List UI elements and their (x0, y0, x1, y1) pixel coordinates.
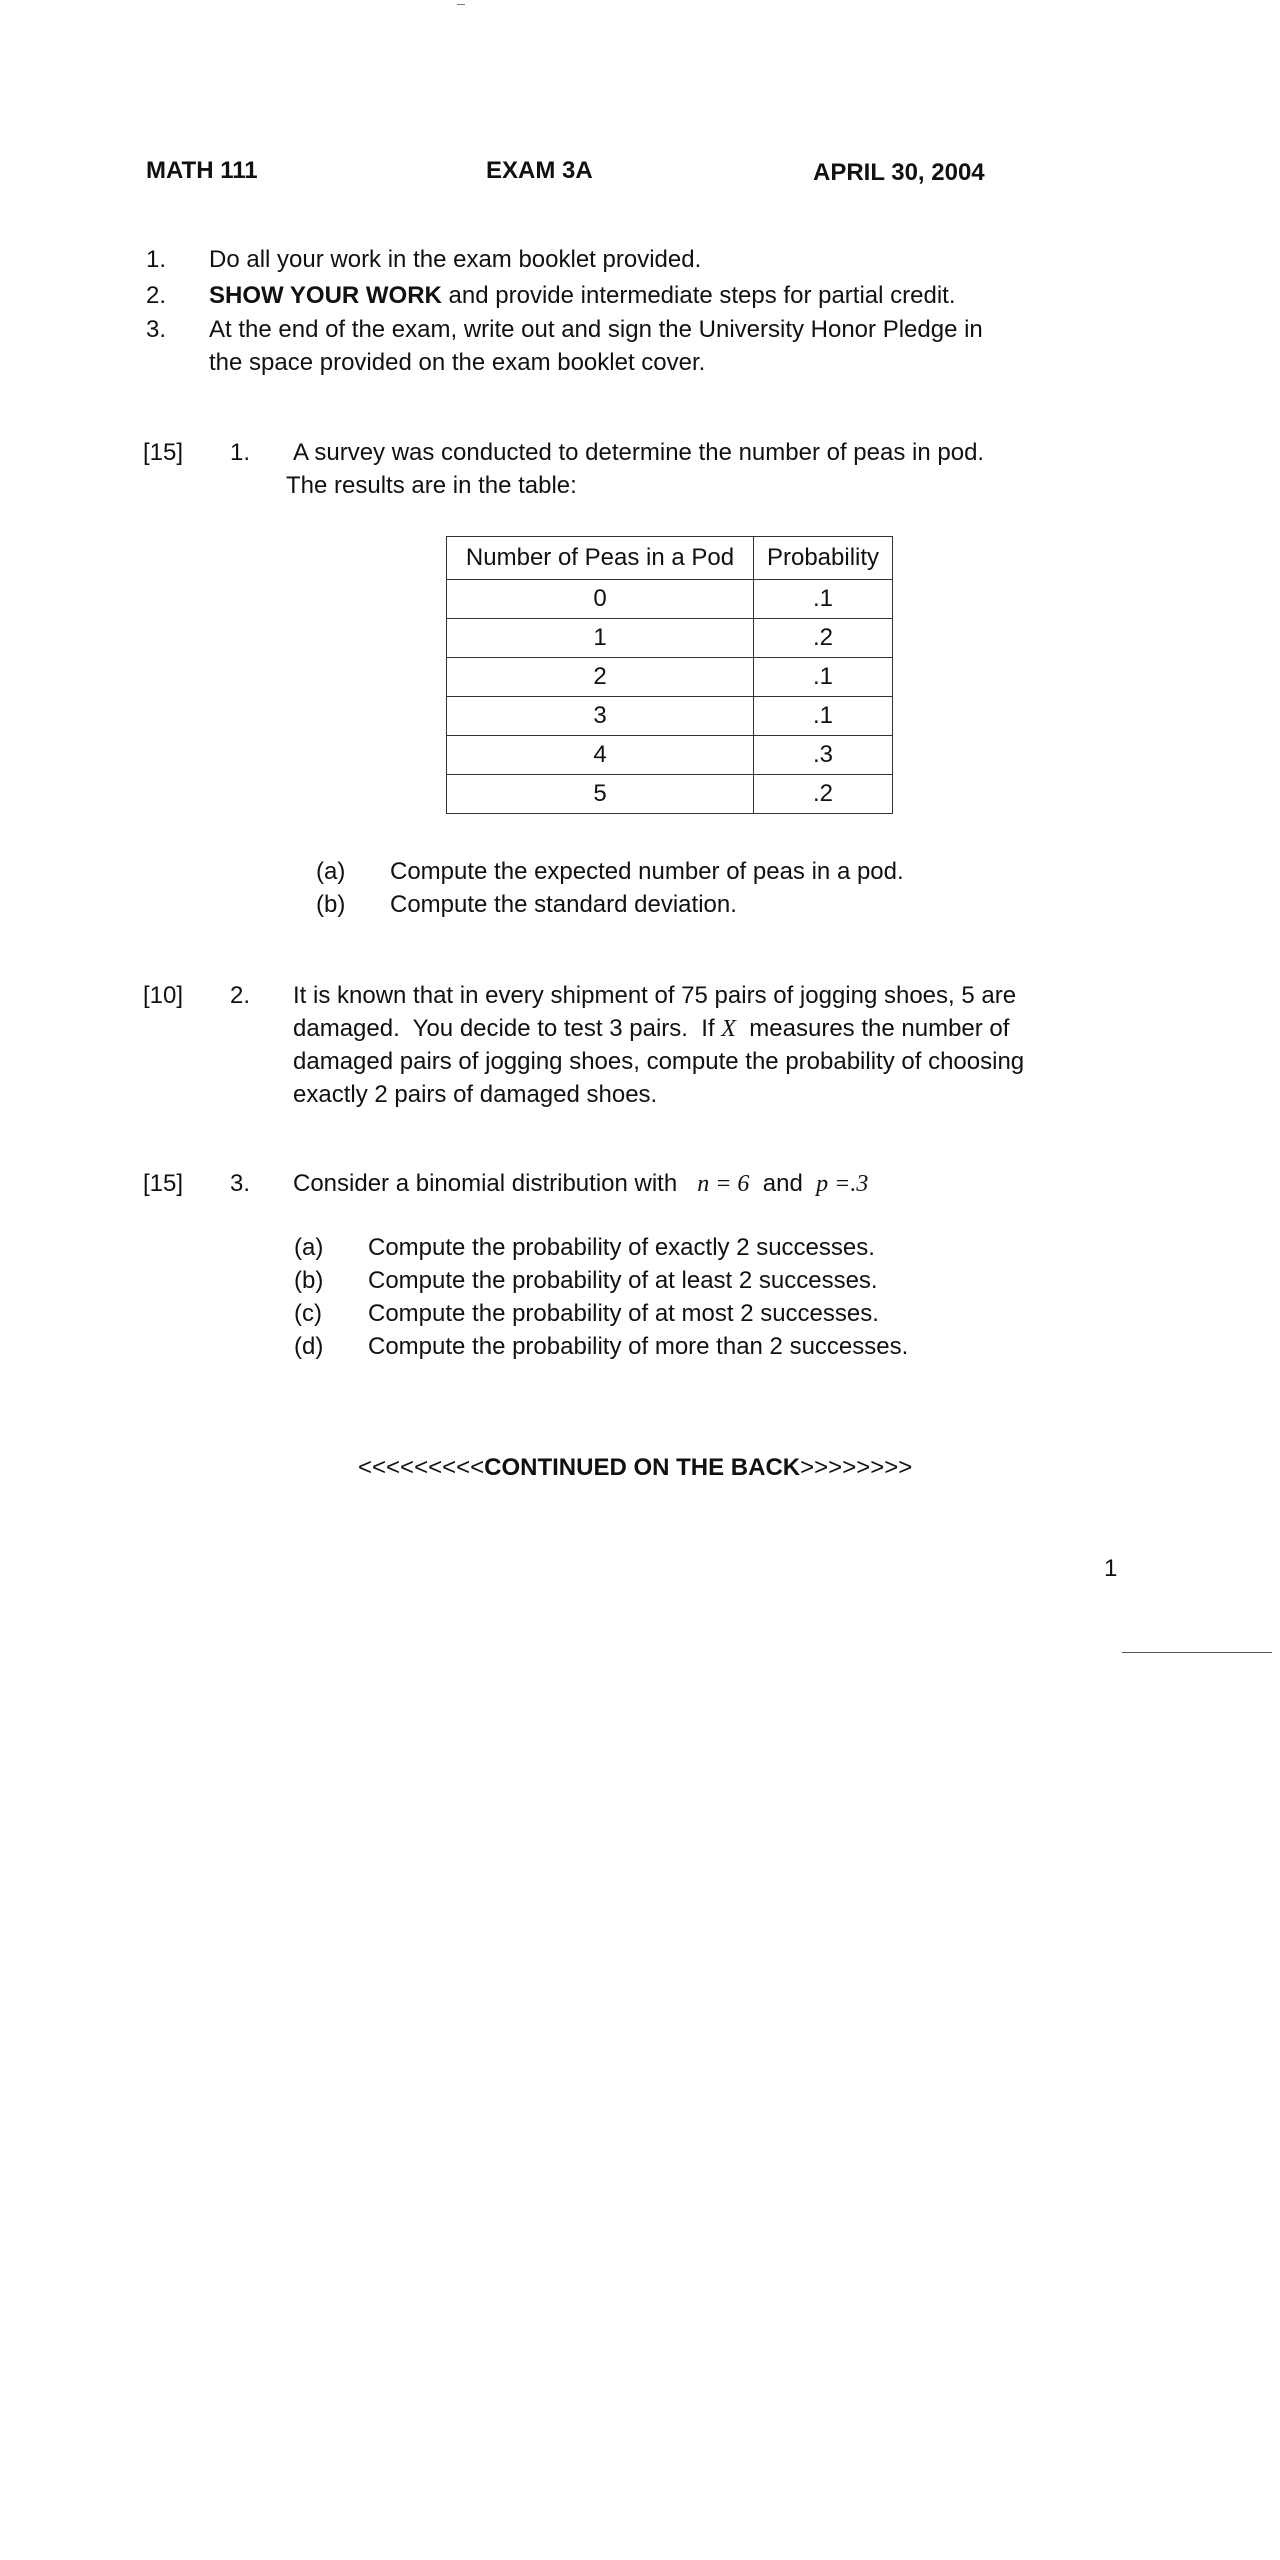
course-title: MATH 111 (146, 157, 258, 184)
table-cell: 2 (447, 658, 754, 697)
table-cell: .1 (754, 697, 893, 736)
part-text: Compute the probability of more than 2 successes. (368, 1333, 909, 1360)
part-label: (a) (294, 1234, 324, 1261)
and-word: and (762, 1170, 803, 1197)
table-cell: .1 (754, 580, 893, 619)
table-row (447, 619, 893, 658)
table-header-row (447, 537, 893, 580)
instruction-text: the space provided on the exam booklet cover. (209, 349, 706, 376)
table-cell: .3 (754, 736, 893, 775)
table-cell: 4 (447, 736, 754, 775)
instruction-number: 1. (146, 246, 167, 273)
table-cell: 5 (447, 775, 754, 814)
question-text-part: damaged. You decide to test 3 pairs. If (293, 1015, 722, 1042)
p-parameter: p =.3 (816, 1171, 869, 1197)
show-your-work-emphasis: SHOW YOUR WORK (209, 282, 442, 309)
question-text: The results are in the table: (286, 472, 577, 499)
question-text: damaged pairs of jogging shoes, compute the probability of choosing (293, 1048, 1025, 1075)
scan-mark (1122, 1652, 1272, 1653)
instruction-text-rest: and provide intermediate steps for partial credit. (441, 282, 956, 309)
table-cell: 1 (447, 619, 754, 658)
table-row (447, 697, 893, 736)
part-text: Compute the probability of exactly 2 successes. (368, 1234, 875, 1261)
table-cell: .1 (754, 658, 893, 697)
exam-date: APRIL 30, 2004 (813, 159, 985, 186)
right-arrows: >>>>>>>> (800, 1454, 913, 1481)
exam-title: EXAM 3A (486, 157, 593, 184)
table-row (447, 580, 893, 619)
instruction-number: 3. (146, 316, 167, 343)
part-label: (b) (294, 1267, 324, 1294)
question-number: 2. (230, 982, 251, 1009)
question-points: [15] (143, 439, 184, 466)
question-intro: Consider a binomial distribution with (293, 1170, 678, 1197)
table-cell: .2 (754, 775, 893, 814)
instruction-text (209, 279, 956, 312)
question-points: [10] (143, 982, 184, 1009)
question-text: exactly 2 pairs of damaged shoes. (293, 1081, 658, 1108)
continued-text: CONTINUED ON THE BACK (484, 1454, 801, 1481)
page-number: 1 (1104, 1555, 1118, 1582)
part-text: Compute the expected number of peas in a pod. (390, 858, 904, 885)
question-text: A survey was conducted to determine the number of peas in pod. (293, 439, 985, 466)
part-label: (d) (294, 1333, 324, 1360)
scan-mark (457, 4, 465, 5)
table-row (447, 658, 893, 697)
left-arrows: <<<<<<<<< (358, 1454, 485, 1481)
part-label: (c) (294, 1300, 322, 1327)
part-label: (a) (316, 858, 346, 885)
table-row (447, 775, 893, 814)
part-text: Compute the probability of at most 2 successes. (368, 1300, 879, 1327)
question-text (293, 1012, 1009, 1046)
part-text: Compute the probability of at least 2 successes. (368, 1267, 878, 1294)
instruction-text: Do all your work in the exam booklet provided. (209, 246, 702, 273)
question-number: 1. (230, 439, 251, 466)
table-header: Probability (754, 537, 893, 580)
table-cell: 3 (447, 697, 754, 736)
table-cell: 0 (447, 580, 754, 619)
part-text: Compute the standard deviation. (390, 891, 737, 918)
table-header: Number of Peas in a Pod (447, 537, 754, 580)
question-text (293, 1167, 868, 1201)
question-number: 3. (230, 1170, 251, 1197)
question-text: It is known that in every shipment of 75 pairs of jogging shoes, 5 are (293, 982, 1017, 1009)
instruction-number: 2. (146, 282, 167, 309)
table-cell: .2 (754, 619, 893, 658)
peas-probability-table (446, 536, 893, 814)
question-points: [15] (143, 1170, 184, 1197)
table-row (447, 736, 893, 775)
random-variable-x: X (721, 1016, 736, 1042)
continued-notice (358, 1451, 912, 1484)
part-label: (b) (316, 891, 346, 918)
n-parameter: n = 6 (697, 1171, 750, 1197)
instruction-text: At the end of the exam, write out and sign the University Honor Pledge in (209, 316, 983, 343)
question-text-part: measures the number of (735, 1015, 1010, 1042)
